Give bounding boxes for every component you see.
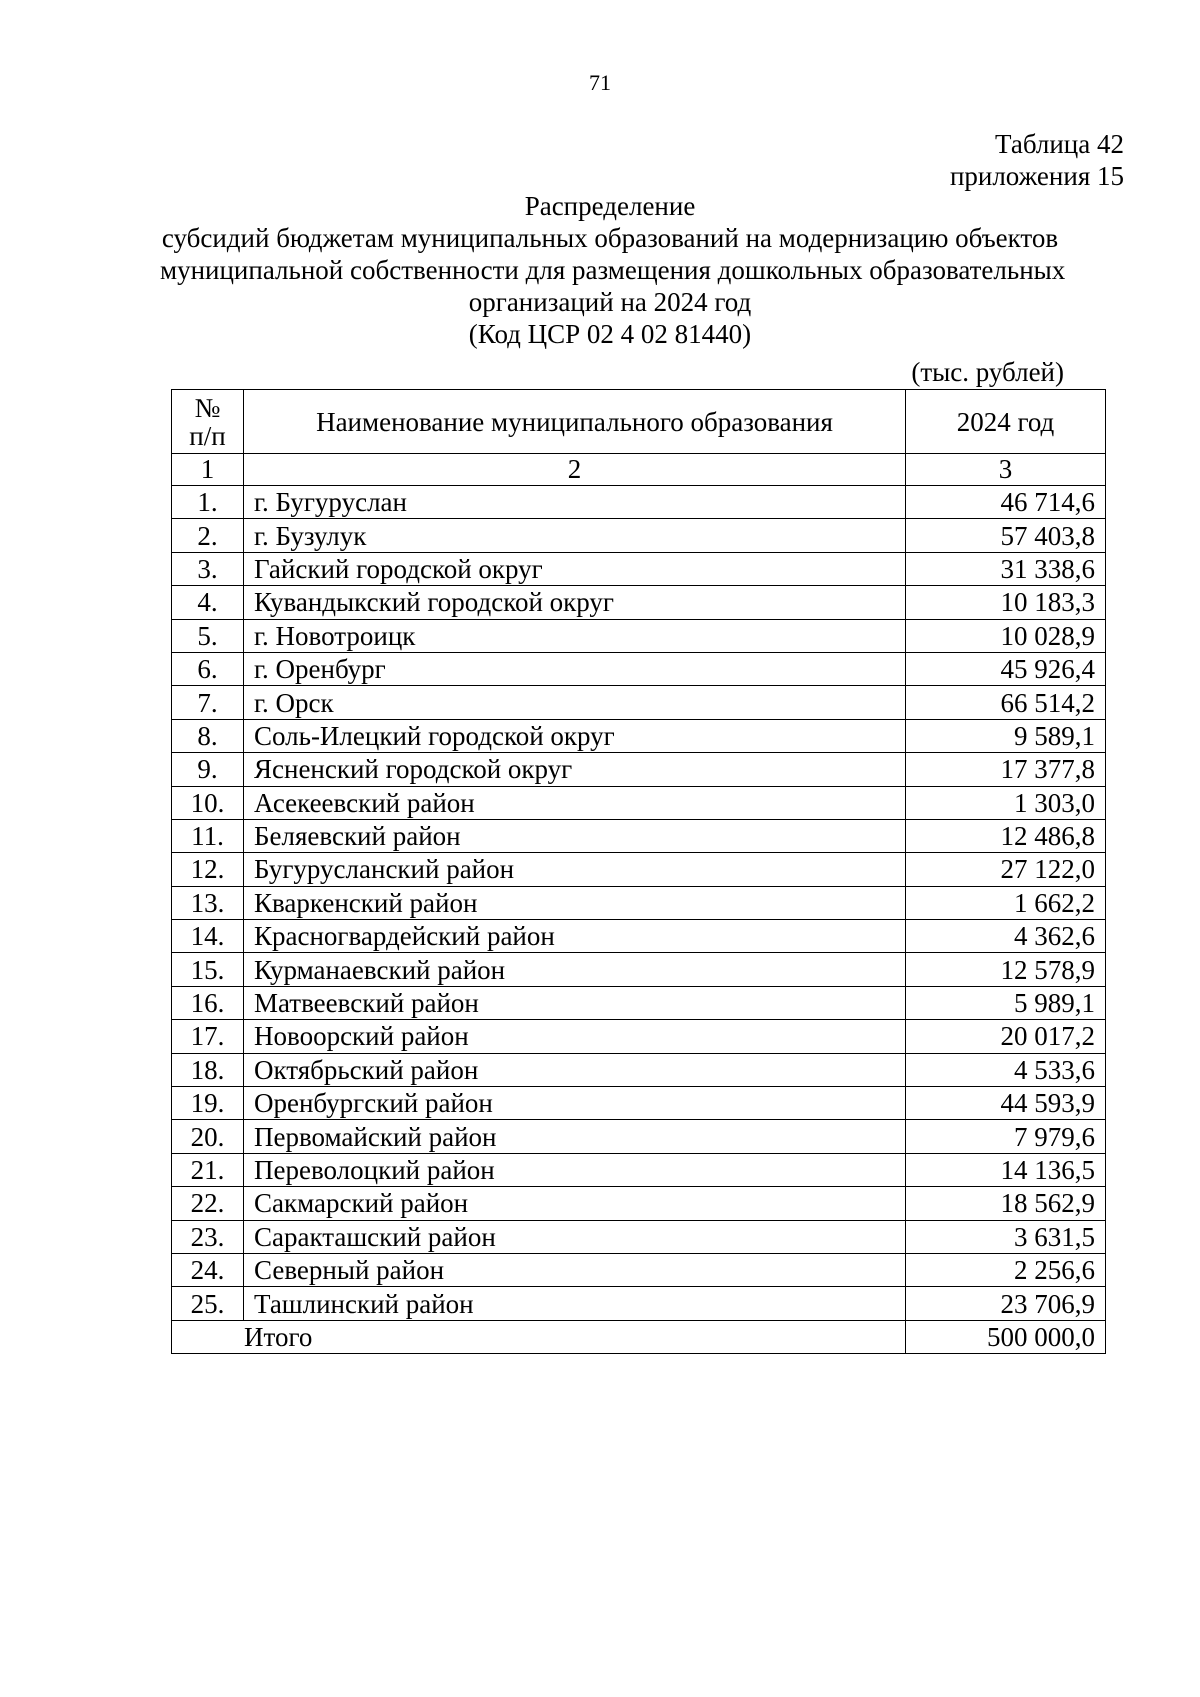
table-row (172, 819, 1106, 852)
row-value: 45 926,4 (906, 652, 1106, 685)
row-value: 1 662,2 (906, 886, 1106, 919)
row-value: 7 979,6 (906, 1120, 1106, 1153)
row-name: Кувандыкский городской округ (244, 586, 906, 619)
header-number-line2: п/п (189, 420, 226, 451)
table-reference-line1: Таблица 42 (995, 129, 1124, 159)
row-number: 21. (172, 1153, 244, 1186)
title-line2: субсидий бюджетам муниципальных образований на модернизацию объектов (161, 223, 1059, 253)
table-row (172, 986, 1106, 1019)
row-value: 12 486,8 (906, 819, 1106, 852)
row-value: 5 989,1 (906, 986, 1106, 1019)
row-name: Курманаевский район (244, 953, 906, 986)
table-row (172, 953, 1106, 986)
row-number: 16. (172, 986, 244, 1019)
row-value: 44 593,9 (906, 1087, 1106, 1120)
table-row (172, 1187, 1106, 1220)
header-year: 2024 год (906, 390, 1106, 454)
row-number: 12. (172, 853, 244, 886)
row-value: 18 562,9 (906, 1187, 1106, 1220)
row-number: 8. (172, 719, 244, 752)
document-title (160, 190, 1066, 350)
row-name: Ташлинский район (244, 1287, 906, 1320)
row-name: Саракташский район (244, 1220, 906, 1253)
column-number-row (172, 454, 1106, 486)
row-name: Переволоцкий район (244, 1153, 906, 1186)
row-number: 25. (172, 1287, 244, 1320)
row-name: Сакмарский район (244, 1187, 906, 1220)
row-number: 19. (172, 1087, 244, 1120)
row-name: Ясненский городской округ (244, 753, 906, 786)
row-value: 9 589,1 (906, 719, 1106, 752)
title-line4: организаций на 2024 год (468, 287, 752, 317)
row-number: 4. (172, 586, 244, 619)
row-value: 23 706,9 (906, 1287, 1106, 1320)
table-row (172, 1053, 1106, 1086)
row-number: 6. (172, 652, 244, 685)
row-name: г. Орск (244, 686, 906, 719)
title-line5: (Код ЦСР 02 4 02 81440) (468, 319, 752, 349)
table-row (172, 1120, 1106, 1153)
header-number (172, 390, 244, 454)
row-number: 23. (172, 1220, 244, 1253)
row-value: 46 714,6 (906, 486, 1106, 519)
row-number: 13. (172, 886, 244, 919)
table-header-row (172, 390, 1106, 454)
row-value: 31 338,6 (906, 552, 1106, 585)
page-number: 71 (589, 70, 611, 95)
row-value: 20 017,2 (906, 1020, 1106, 1053)
row-value: 66 514,2 (906, 686, 1106, 719)
row-name: г. Новотроицк (244, 619, 906, 652)
table-row (172, 1220, 1106, 1253)
table-row (172, 853, 1106, 886)
table-row (172, 1153, 1106, 1186)
table-row (172, 652, 1106, 685)
total-value: 500 000,0 (906, 1320, 1106, 1353)
row-name: г. Бугуруслан (244, 486, 906, 519)
row-name: Беляевский район (244, 819, 906, 852)
table-row (172, 619, 1106, 652)
row-value: 10 028,9 (906, 619, 1106, 652)
total-label: Итого (172, 1320, 906, 1353)
row-number: 17. (172, 1020, 244, 1053)
table-row (172, 586, 1106, 619)
row-name: Кваркенский район (244, 886, 906, 919)
row-number: 11. (172, 819, 244, 852)
row-number: 1. (172, 486, 244, 519)
row-name: Оренбургский район (244, 1087, 906, 1120)
row-value: 14 136,5 (906, 1153, 1106, 1186)
table-row (172, 686, 1106, 719)
row-value: 12 578,9 (906, 953, 1106, 986)
row-value: 4 533,6 (906, 1053, 1106, 1086)
row-number: 18. (172, 1053, 244, 1086)
units-label: (тыс. рублей) (911, 357, 1064, 387)
row-value: 10 183,3 (906, 586, 1106, 619)
total-row (172, 1320, 1106, 1353)
row-number: 14. (172, 920, 244, 953)
row-number: 5. (172, 619, 244, 652)
row-value: 3 631,5 (906, 1220, 1106, 1253)
row-name: Северный район (244, 1253, 906, 1286)
distribution-table (171, 389, 1106, 1354)
table-row (172, 552, 1106, 585)
column-number-1: 1 (172, 454, 244, 486)
row-name: Гайский городской округ (244, 552, 906, 585)
header-name: Наименование муниципального образования (244, 390, 906, 454)
title-line1: Распределение (524, 191, 696, 221)
table-row (172, 886, 1106, 919)
table-row (172, 753, 1106, 786)
row-number: 2. (172, 519, 244, 552)
table-row (172, 486, 1106, 519)
row-name: Первомайский район (244, 1120, 906, 1153)
row-value: 17 377,8 (906, 753, 1106, 786)
table-reference-line2: приложения 15 (949, 161, 1124, 191)
row-name: Асекеевский район (244, 786, 906, 819)
row-number: 24. (172, 1253, 244, 1286)
row-number: 22. (172, 1187, 244, 1220)
row-number: 3. (172, 552, 244, 585)
row-number: 7. (172, 686, 244, 719)
row-name: Бугурусланский район (244, 853, 906, 886)
row-name: г. Бузулук (244, 519, 906, 552)
row-name: Красногвардейский район (244, 920, 906, 953)
table-row (172, 1287, 1106, 1320)
row-value: 2 256,6 (906, 1253, 1106, 1286)
column-number-3: 3 (906, 454, 1106, 486)
row-name: Октябрьский район (244, 1053, 906, 1086)
table-row (172, 786, 1106, 819)
row-name: Матвеевский район (244, 986, 906, 1019)
row-number: 20. (172, 1120, 244, 1153)
row-value: 57 403,8 (906, 519, 1106, 552)
table-row (172, 920, 1106, 953)
row-name: г. Оренбург (244, 652, 906, 685)
row-value: 27 122,0 (906, 853, 1106, 886)
table-row (172, 1087, 1106, 1120)
row-value: 1 303,0 (906, 786, 1106, 819)
table-body (172, 486, 1106, 1321)
row-number: 9. (172, 753, 244, 786)
table-row (172, 1253, 1106, 1286)
title-line3: муниципальной собственности для размещения дошкольных образовательных (160, 255, 1066, 285)
table-row (172, 1020, 1106, 1053)
row-name: Соль-Илецкий городской округ (244, 719, 906, 752)
table-row (172, 519, 1106, 552)
row-number: 10. (172, 786, 244, 819)
row-value: 4 362,6 (906, 920, 1106, 953)
table-row (172, 719, 1106, 752)
row-number: 15. (172, 953, 244, 986)
column-number-2: 2 (244, 454, 906, 486)
row-name: Новоорский район (244, 1020, 906, 1053)
table-reference (950, 128, 1124, 192)
header-number-line1: № (194, 392, 221, 423)
